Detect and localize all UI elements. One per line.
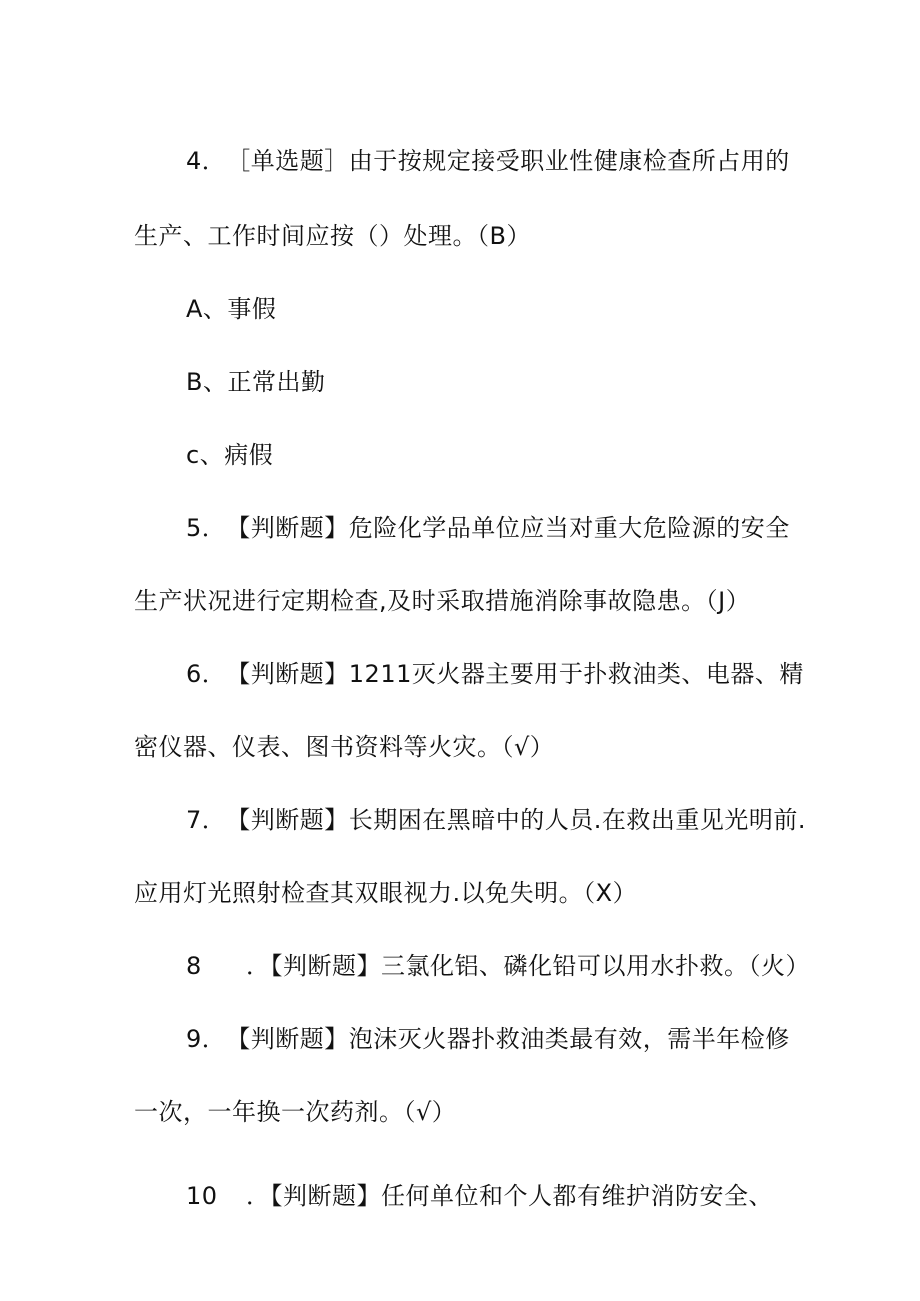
- question-number: 10: [186, 1182, 218, 1210]
- option-text: c、病假: [186, 441, 274, 469]
- question-6-line-1: [186, 658, 804, 690]
- question-number: 9．: [186, 1025, 227, 1053]
- question-number: 8: [186, 952, 202, 980]
- option-a: [186, 293, 276, 325]
- question-text: ．【判断题】任何单位和个人都有维护消防安全、: [246, 1182, 773, 1210]
- question-text: 【判断题】泡沫灭火器扑救油类最有效，需半年检修: [226, 1025, 790, 1053]
- question-number: 6．: [186, 660, 227, 688]
- question-7-line-1: [186, 804, 806, 836]
- question-text-continued: 密仪器、仪表、图书资料等火灾。（√）: [134, 733, 555, 761]
- question-number: 4．: [186, 147, 227, 175]
- question-4-line-1: [186, 145, 790, 177]
- option-b: [186, 366, 325, 398]
- question-4-line-2: [134, 220, 531, 252]
- question-8-line-1: [186, 950, 810, 982]
- option-text: A、事假: [186, 295, 277, 323]
- option-c: [186, 439, 273, 471]
- question-9-line-2: [134, 1096, 456, 1128]
- question-5-line-2: [134, 585, 750, 617]
- question-text: ．【判断题】三氯化铝、磷化铅可以用水扑救。（火）: [246, 952, 810, 980]
- question-text: 【判断题】危险化学品单位应当对重大危险源的安全: [226, 514, 790, 542]
- question-text: 【判断题】1211灭火器主要用于扑救油类、电器、精: [226, 660, 804, 688]
- question-6-line-2: [134, 731, 554, 763]
- question-10-line-1: [186, 1180, 773, 1212]
- question-text-continued: 应用灯光照射检查其双眼视力.以免失明。（X）: [134, 879, 638, 907]
- question-text: ［单选题］由于按规定接受职业性健康检查所占用的: [226, 147, 790, 175]
- question-5-line-1: [186, 512, 790, 544]
- question-text: 【判断题】长期困在黑暗中的人员.在救出重见光明前.: [226, 806, 807, 834]
- option-text: B、正常出勤: [186, 368, 326, 396]
- question-number: 7．: [186, 806, 227, 834]
- question-9-line-1: [186, 1023, 790, 1055]
- question-number: 5．: [186, 514, 227, 542]
- question-7-line-2: [134, 877, 637, 909]
- question-text-continued: 一次，一年换一次药剂。（√）: [134, 1098, 457, 1126]
- question-text-continued: 生产、工作时间应按（）处理。（B）: [134, 222, 531, 250]
- question-text-continued: 生产状况进行定期检查,及时采取措施消除事故隐患。（J）: [134, 587, 751, 615]
